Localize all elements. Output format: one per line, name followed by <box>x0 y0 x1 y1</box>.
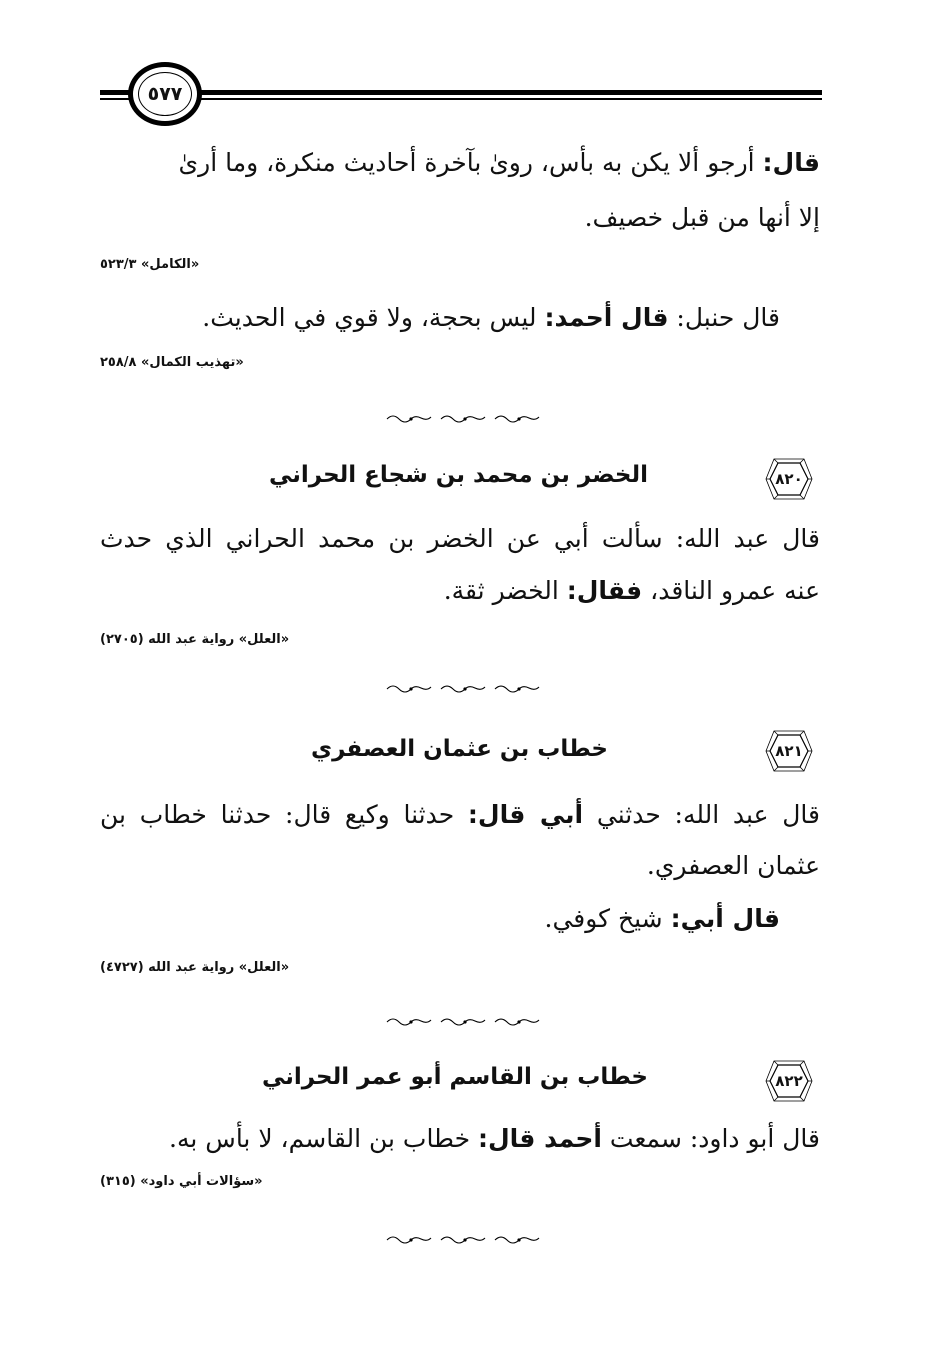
entry-line <box>444 576 820 606</box>
block2-line <box>202 303 780 333</box>
entry-text: قال عبد الله: حدثني <box>596 800 820 829</box>
entry-text: خطاب بن القاسم، لا بأس به. <box>169 1124 471 1153</box>
entry-title: خطاب بن القاسم أبو عمر الحراني <box>261 1064 648 1090</box>
entry-text: عنه عمرو الناقد، <box>650 576 820 605</box>
entry-label: أحمد قال: <box>477 1124 602 1153</box>
block1-label: قال: <box>762 148 820 177</box>
entry-title: خطاب بن عثمان العصفري <box>311 736 608 762</box>
entry-label: قال أبي: <box>670 904 780 933</box>
entry-text: الخضر ثقة. <box>443 576 559 605</box>
ornament-divider <box>383 413 543 425</box>
entry-number: ٨٢٢ <box>775 1072 803 1090</box>
entry-title: الخضر بن محمد بن شجاع الحراني <box>268 462 648 488</box>
entry-number: ٨٢٠ <box>775 470 803 488</box>
entry-number: ٨٢١ <box>775 742 803 760</box>
block1-text: أرجو ألا يكن به بأس، رویٰ بآخرة أحاديث منكرة، وما أریٰ <box>178 148 755 177</box>
entry-reference: «العلل» رواية عبد الله (٤٧٢٧) <box>100 960 290 975</box>
block1-reference: «الكامل» ٥٢٣/٣ <box>100 257 200 272</box>
header-rule-left-thin <box>100 98 132 100</box>
entry-reference: «العلل» رواية عبد الله (٢٧٠٥) <box>100 632 290 647</box>
ornament-divider <box>383 1016 543 1028</box>
ornament-divider <box>383 1234 543 1246</box>
entry-line <box>169 1124 820 1154</box>
entry-label: فقال: <box>566 576 643 605</box>
block2-reference: «تهذيب الكمال» ٢٥٨/٨ <box>100 355 244 370</box>
entry-line <box>545 904 781 934</box>
block1-line1 <box>179 148 820 178</box>
header-rule-right-thin <box>198 98 822 100</box>
block1-line2 <box>585 203 820 233</box>
page-number: ٥٧٧ <box>138 72 192 116</box>
entry-text: قال أبو داود: سمعت <box>609 1124 820 1153</box>
ornament-divider <box>383 683 543 695</box>
block1-line2-text: إلا أنها من قبل خصيف. <box>584 203 820 232</box>
entry-line: قال عبد الله: سألت أبي عن الخضر بن محمد الحراني الذي حدث <box>100 524 820 553</box>
entry-label: أبي قال: <box>467 800 584 829</box>
page-number-frame <box>128 62 202 126</box>
header-rule-right <box>198 90 822 95</box>
block2-prefix: قال حنبل: <box>676 303 780 332</box>
entry-line <box>100 800 820 830</box>
entry-text: حدثنا وكيع قال: حدثنا خطاب بن <box>100 800 455 829</box>
block2-label: قال أحمد: <box>544 303 669 332</box>
entry-line: عثمان العصفري. <box>646 851 820 880</box>
entry-reference: «سؤالات أبي داود» (٣١٥) <box>100 1174 263 1189</box>
block2-text: ليس بحجة، ولا قوي في الحديث. <box>202 303 537 332</box>
entry-text: شيخ كوفي. <box>544 904 663 933</box>
